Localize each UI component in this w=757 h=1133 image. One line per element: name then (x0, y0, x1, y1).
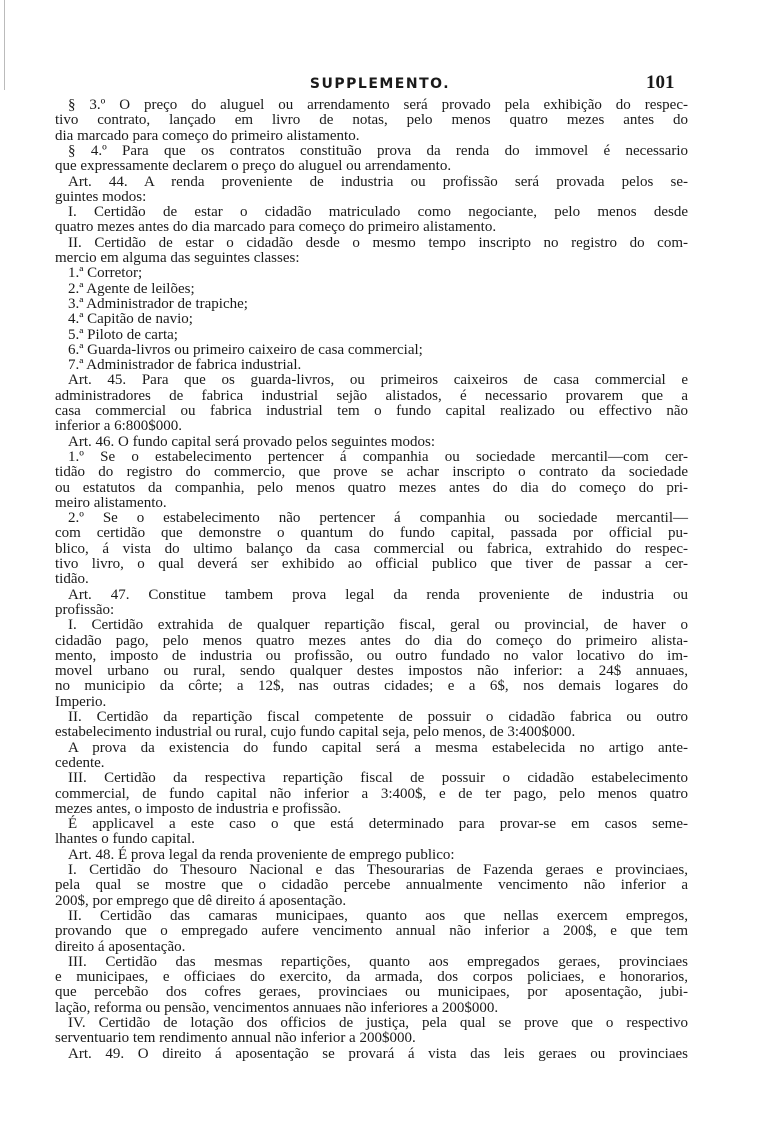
text-line: direito á aposentação. (55, 938, 186, 955)
text-line: e municipaes, e officiaes do exercito, da armada, dos corpos policiaes, e honorarios, (55, 969, 688, 986)
text-line: 5.ª Piloto de carta; (68, 326, 178, 343)
text-line: movel urbano ou rural, sendo qualquer destes impostos não inferior: a 24$ annuaes, (55, 663, 688, 680)
text-line: Imperio. (55, 693, 107, 710)
text-line: A prova da existencia do fundo capital será a mesma estabelecida no artigo ante- (68, 739, 688, 756)
text-line: 1.º Se o estabelecimento pertencer á companhia ou sociedade mercantil—com cer- (68, 448, 688, 465)
text-line: que expressamente declarem o preço do aluguel ou arrendamento. (55, 158, 452, 175)
text-line: mento, imposto de industria ou profissão, ou outro fundado no valor locativo do im- (55, 647, 688, 664)
text-line: I. Certidão de estar o cidadão matriculado como negociante, pelo menos desde (68, 204, 688, 221)
text-line: com certidão que demonstre o quantum do fundo capital, passada por official pu- (55, 525, 688, 542)
text-line: Art. 46. O fundo capital será provado pelos seguintes modos: (68, 433, 436, 450)
text-line: Art. 47. Constitue tambem prova legal da renda proveniente de industria ou (68, 586, 688, 603)
text-line: IV. Certidão de lotação dos officios de justiça, pela qual se prove que o respectivo (68, 1015, 688, 1031)
text-line: Art. 49. O direito á aposentação se provará á vista das leis geraes ou provinciaes (68, 1045, 688, 1062)
text-line: cedente. (55, 754, 105, 771)
text-line: III. Certidão das mesmas repartições, quanto aos empregados geraes, provinciaes (68, 953, 688, 970)
text-line: tivo livro, o qual deverá ser exhibido ao official publico que tiver de passar a cer- (55, 556, 688, 572)
text-line: que percebão dos cofres geraes, provinciaes ou municipaes, por aposentação, jubi- (55, 984, 688, 1001)
text-line: dia marcado para começo do primeiro alistamento. (55, 127, 360, 144)
text-line: tivo contrato, lançado em livro de notas, pelo menos quatro mezes antes do (55, 112, 688, 129)
text-line: 4.ª Capitão de navio; (68, 311, 193, 328)
text-line: § 4.º Para que os contratos constituão prova da renda do immovel é necessario (68, 142, 688, 159)
text-line: § 3.º O preço do aluguel ou arrendamento será provado pela exhibição do respec- (68, 97, 688, 113)
text-line: lhantes o fundo capital. (55, 831, 195, 848)
text-line: I. Certidão do Thesouro Nacional e das Thesourarias de Fazenda geraes e provinciaes, (68, 862, 688, 878)
text-line: tidão do registro do commercio, que prove se achar inscripto o contrato da sociedade (55, 464, 688, 481)
text-line: profissão: (55, 601, 115, 618)
text-line: quatro mezes antes do dia marcado para começo do primeiro alistamento. (55, 219, 497, 236)
text-line: ou estatutos da companhia, pelo menos quatro mezes antes do dia do começo do pri- (55, 479, 688, 496)
running-title: SUPPLEMENTO. (309, 76, 451, 92)
text-line: 7.ª Administrador de fabrica industrial. (68, 357, 302, 374)
text-line: administradores de fabrica industrial sejão alistados, é necessario provarem que a (55, 387, 688, 404)
text-line: 2.º Se o estabelecimento não pertencer á companhia ou sociedade mercantil— (68, 510, 688, 527)
text-line: commercial, de fundo capital não inferior a 3:400$, e de ter pago, pelo menos quatro (55, 785, 688, 802)
text-line: no municipio da côrte; a 12$, nas outras cidades; e a 6$, nos demais logares do (55, 678, 688, 695)
text-line: pela qual se mostre que o cidadão percebe annualmente vencimento não inferior a (55, 877, 688, 894)
text-line: É applicavel a este caso o que está determinado para provar-se em casos seme- (68, 816, 688, 833)
text-line: cidadão pago, pelo menos quatro mezes antes do dia do começo do primeiro alista- (55, 632, 688, 649)
text-line: blico, á vista do ultimo balanço da casa commercial ou fabrica, extrahido do respec- (55, 540, 688, 557)
text-line: III. Certidão da respectiva repartição fiscal de possuir o cidadão estabelecimento (68, 770, 688, 787)
text-line: 6.ª Guarda-livros ou primeiro caixeiro de casa commercial; (68, 341, 423, 358)
scan-margin-edge (4, 0, 5, 90)
text-line: serventuario tem rendimento annual não inferior a 200$000. (55, 1030, 416, 1047)
text-line: Art. 45. Para que os guarda-livros, ou primeiros caixeiros de casa commercial e (68, 372, 688, 389)
text-line: 200$, por emprego que dê direito á aposentação. (55, 892, 347, 909)
text-line: II. Certidão de estar o cidadão desde o mesmo tempo inscripto no registro do com- (68, 234, 688, 251)
text-line: casa commercial ou fabrica industrial tem o fundo capital realizado ou effectivo não (55, 403, 688, 419)
text-line: 1.ª Corretor; (68, 265, 143, 282)
text-line: meiro alistamento. (55, 494, 167, 511)
text-line: mezes antes, o imposto de industria e profissão. (55, 800, 342, 817)
text-line: estabelecimento industrial ou rural, cujo fundo capital seja, pelo menos, de 3:400$000. (55, 724, 576, 741)
text-line: Art. 48. É prova legal da renda proveniente de emprego publico: (68, 846, 455, 863)
text-line: inferior a 6:800$000. (55, 418, 183, 435)
text-line: provando que o empregado aufere vencimento annual não inferior a 200$, e que tem (55, 923, 688, 940)
text-line: 2.ª Agente de leilões; (68, 280, 195, 297)
text-line: lação, reforma ou pensão, vencimentos annuaes não inferiores a 200$000. (55, 999, 499, 1016)
text-line: II. Certidão das camaras municipaes, quanto aos que nellas exercem empregos, (68, 907, 688, 924)
text-line: tidão. (55, 571, 89, 588)
text-line: Art. 44. A renda proveniente de industria ou profissão será provada pelos se- (68, 173, 688, 190)
text-line: mercio em alguma das seguintes classes: (55, 250, 300, 266)
text-line: I. Certidão extrahida de qualquer repartição fiscal, geral ou provincial, de haver o (68, 617, 688, 634)
text-line: 3.ª Administrador de trapiche; (68, 295, 248, 312)
text-line: guintes modos: (55, 188, 147, 205)
page-number: 101 (646, 72, 675, 93)
text-line: II. Certidão da repartição fiscal competente de possuir o cidadão fabrica ou outro (68, 709, 688, 725)
